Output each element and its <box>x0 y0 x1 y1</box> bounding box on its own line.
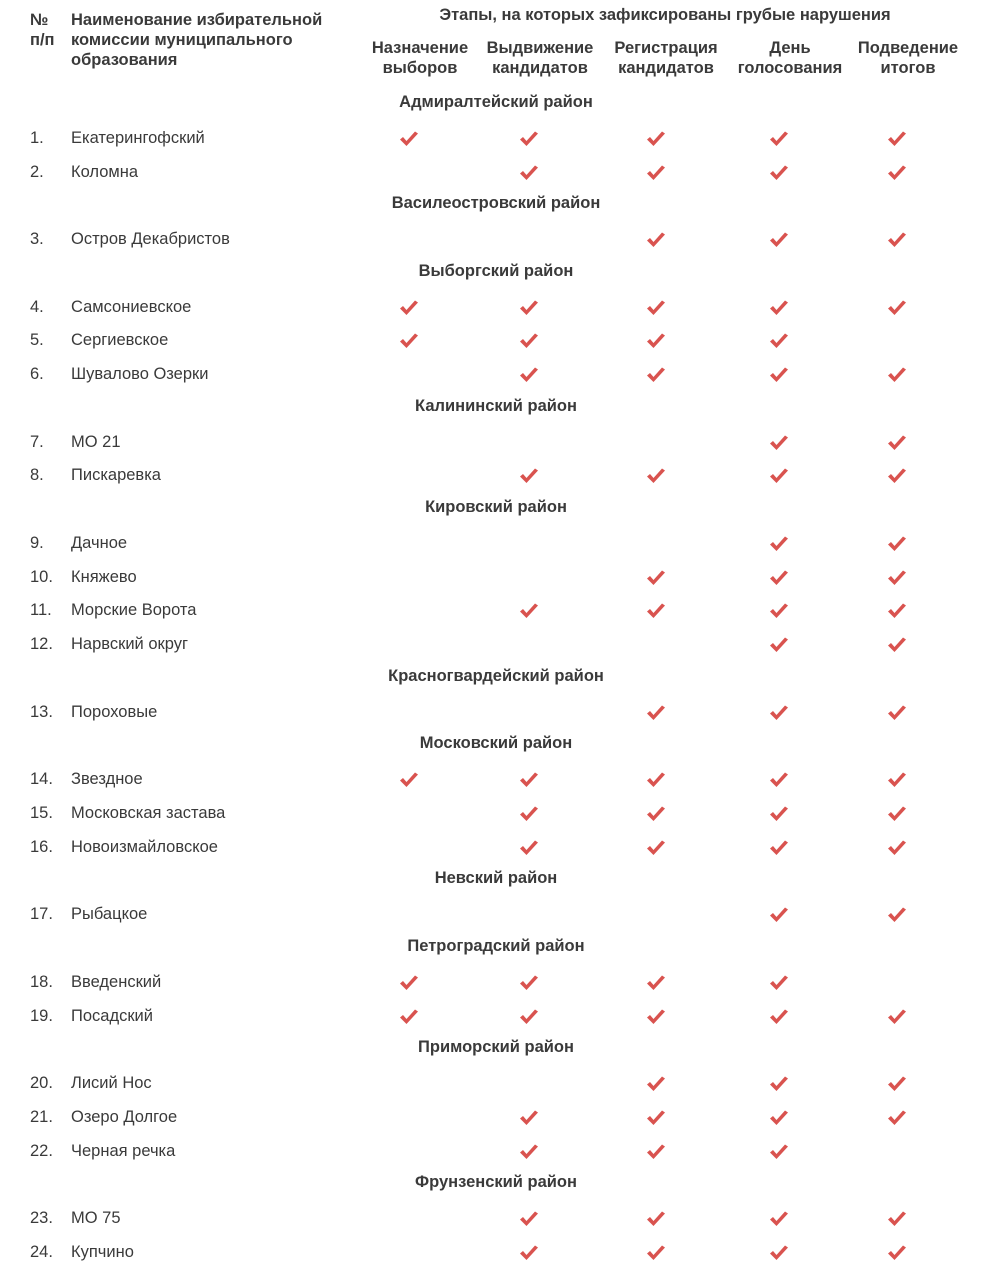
commission-name: Лисий Нос <box>71 1074 152 1092</box>
row-number: 22. <box>30 1142 53 1160</box>
row-number: 3. <box>30 230 44 248</box>
row-number: 21. <box>30 1108 53 1126</box>
checkmark-icon <box>886 839 908 857</box>
row-number: 23. <box>30 1209 53 1227</box>
checkmark-icon <box>886 1109 908 1127</box>
checkmark-icon <box>645 467 667 485</box>
checkmark-icon <box>768 130 790 148</box>
table-row <box>0 1207 986 1241</box>
checkmark-icon <box>645 704 667 722</box>
checkmark-icon <box>886 1244 908 1262</box>
checkmark-icon <box>398 332 420 350</box>
row-number: 2. <box>30 163 44 181</box>
checkmark-icon <box>645 771 667 789</box>
checkmark-icon <box>398 974 420 992</box>
row-number: 8. <box>30 466 44 484</box>
column-header-registration: Регистрация кандидатов <box>614 39 718 77</box>
checkmark-icon <box>645 130 667 148</box>
commission-name: МО 75 <box>71 1209 121 1227</box>
checkmark-icon <box>645 299 667 317</box>
table-row <box>0 363 986 397</box>
row-number: 18. <box>30 973 53 991</box>
district-heading: Кировский район <box>425 498 567 516</box>
table-row <box>0 296 986 330</box>
commission-name: Морские Ворота <box>71 601 197 619</box>
column-header-results: Подведение итогов <box>857 39 959 77</box>
header-commission-name: Наименование избирательной комиссии муниципального образования <box>71 11 323 69</box>
table-row <box>0 329 986 363</box>
row-number: 24. <box>30 1243 53 1261</box>
checkmark-icon <box>886 906 908 924</box>
district-heading: Калининский район <box>415 397 577 415</box>
checkmark-icon <box>768 805 790 823</box>
district-heading: Фрунзенский район <box>415 1173 577 1191</box>
checkmark-icon <box>645 231 667 249</box>
row-number: 4. <box>30 298 44 316</box>
table-row <box>0 701 986 735</box>
checkmark-icon <box>768 231 790 249</box>
checkmark-icon <box>645 839 667 857</box>
district-heading: Адмиралтейский район <box>399 93 593 111</box>
checkmark-icon <box>768 771 790 789</box>
checkmark-icon <box>886 636 908 654</box>
commission-name: Озеро Долгое <box>71 1108 178 1126</box>
row-number: 13. <box>30 703 53 721</box>
row-number: 7. <box>30 433 44 451</box>
table-row <box>0 464 986 498</box>
row-number: 9. <box>30 534 44 552</box>
commission-name: Княжево <box>71 568 137 586</box>
checkmark-icon <box>518 366 540 384</box>
checkmark-icon <box>768 535 790 553</box>
checkmark-icon <box>518 602 540 620</box>
checkmark-icon <box>768 1210 790 1228</box>
commission-name: Звездное <box>71 770 143 788</box>
commission-name: Екатерингофский <box>71 129 205 147</box>
checkmark-icon <box>768 299 790 317</box>
checkmark-icon <box>518 299 540 317</box>
checkmark-icon <box>645 1075 667 1093</box>
commission-name: Купчино <box>71 1243 134 1261</box>
row-number: 10. <box>30 568 53 586</box>
checkmark-icon <box>398 771 420 789</box>
checkmark-icon <box>645 332 667 350</box>
checkmark-icon <box>518 1008 540 1026</box>
checkmark-icon <box>518 839 540 857</box>
checkmark-icon <box>398 130 420 148</box>
checkmark-icon <box>768 1109 790 1127</box>
table-row <box>0 1140 986 1174</box>
checkmark-icon <box>768 1143 790 1161</box>
checkmark-icon <box>886 569 908 587</box>
checkmark-icon <box>768 332 790 350</box>
checkmark-icon <box>518 1109 540 1127</box>
checkmark-icon <box>645 1244 667 1262</box>
checkmark-icon <box>518 332 540 350</box>
header-stages-title: Этапы, на которых зафиксированы грубые нарушения <box>439 6 891 24</box>
table-row <box>0 768 986 802</box>
table-row <box>0 599 986 633</box>
commission-name: Нарвский округ <box>71 635 188 653</box>
commission-name: Московская застава <box>71 804 226 822</box>
checkmark-icon <box>398 299 420 317</box>
checkmark-icon <box>645 1210 667 1228</box>
row-number: 12. <box>30 635 53 653</box>
district-heading: Невский район <box>434 869 558 887</box>
checkmark-icon <box>518 467 540 485</box>
checkmark-icon <box>768 1008 790 1026</box>
checkmark-icon <box>886 231 908 249</box>
checkmark-icon <box>886 1075 908 1093</box>
column-header-appointment: Назначение выборов <box>371 39 469 77</box>
district-heading: Московский район <box>419 734 573 752</box>
checkmark-icon <box>768 366 790 384</box>
checkmark-icon <box>886 366 908 384</box>
checkmark-icon <box>645 569 667 587</box>
checkmark-icon <box>518 130 540 148</box>
row-number: 15. <box>30 804 53 822</box>
checkmark-icon <box>886 535 908 553</box>
commission-name: Дачное <box>71 534 128 552</box>
checkmark-icon <box>886 771 908 789</box>
checkmark-icon <box>886 1210 908 1228</box>
header-number: № п/п <box>30 11 55 49</box>
commission-name: Коломна <box>71 163 139 181</box>
table-row <box>0 532 986 566</box>
table-row <box>0 802 986 836</box>
checkmark-icon <box>768 839 790 857</box>
row-number: 5. <box>30 331 44 349</box>
table-row <box>0 431 986 465</box>
checkmark-icon <box>886 704 908 722</box>
column-header-nomination: Выдвижение кандидатов <box>486 39 594 77</box>
checkmark-icon <box>768 704 790 722</box>
district-heading: Приморский район <box>418 1038 574 1056</box>
checkmark-icon <box>518 805 540 823</box>
table-row <box>0 903 986 937</box>
district-heading: Красногвардейский район <box>388 667 604 685</box>
checkmark-icon <box>768 906 790 924</box>
checkmark-icon <box>768 569 790 587</box>
commission-name: МО 21 <box>71 433 121 451</box>
checkmark-icon <box>398 1008 420 1026</box>
checkmark-icon <box>886 467 908 485</box>
table-row <box>0 836 986 870</box>
checkmark-icon <box>768 974 790 992</box>
table-row <box>0 566 986 600</box>
district-heading: Петроградский район <box>407 937 585 955</box>
commission-name: Новоизмайловское <box>71 838 218 856</box>
row-number: 6. <box>30 365 44 383</box>
row-number: 1. <box>30 129 44 147</box>
district-heading: Выборгский район <box>418 262 574 280</box>
row-number: 14. <box>30 770 53 788</box>
commission-name: Пискаревка <box>71 466 161 484</box>
checkmark-icon <box>518 1244 540 1262</box>
checkmark-icon <box>645 366 667 384</box>
checkmark-icon <box>645 1008 667 1026</box>
checkmark-icon <box>645 1109 667 1127</box>
row-number: 20. <box>30 1074 53 1092</box>
checkmark-icon <box>768 164 790 182</box>
checkmark-icon <box>645 602 667 620</box>
commission-name: Пороховые <box>71 703 158 721</box>
checkmark-icon <box>886 164 908 182</box>
district-heading: Василеостровский район <box>391 194 601 212</box>
table-row <box>0 1106 986 1140</box>
checkmark-icon <box>768 434 790 452</box>
table-row <box>0 1072 986 1106</box>
checkmark-icon <box>645 1143 667 1161</box>
row-number: 16. <box>30 838 53 856</box>
commission-name: Посадский <box>71 1007 153 1025</box>
checkmark-icon <box>518 1210 540 1228</box>
commission-name: Введенский <box>71 973 162 991</box>
table-row <box>0 1241 986 1275</box>
table-row <box>0 971 986 1005</box>
row-number: 17. <box>30 905 53 923</box>
row-number: 19. <box>30 1007 53 1025</box>
commission-name: Самсониевское <box>71 298 192 316</box>
checkmark-icon <box>886 130 908 148</box>
checkmark-icon <box>518 974 540 992</box>
checkmark-icon <box>518 771 540 789</box>
commission-name: Шувалово Озерки <box>71 365 209 383</box>
checkmark-icon <box>768 467 790 485</box>
commission-name: Сергиевское <box>71 331 169 349</box>
checkmark-icon <box>768 1244 790 1262</box>
row-number: 11. <box>30 601 52 619</box>
commission-name: Остров Декабристов <box>71 230 230 248</box>
checkmark-icon <box>645 805 667 823</box>
checkmark-icon <box>645 974 667 992</box>
table-row <box>0 228 986 262</box>
checkmark-icon <box>768 1075 790 1093</box>
checkmark-icon <box>886 805 908 823</box>
checkmark-icon <box>768 636 790 654</box>
checkmark-icon <box>886 602 908 620</box>
checkmark-icon <box>518 1143 540 1161</box>
checkmark-icon <box>886 299 908 317</box>
checkmark-icon <box>886 1008 908 1026</box>
commission-name: Черная речка <box>71 1142 176 1160</box>
table-row <box>0 127 986 161</box>
column-header-voting-day: День голосования <box>737 39 843 77</box>
checkmark-icon <box>886 434 908 452</box>
checkmark-icon <box>768 602 790 620</box>
checkmark-icon <box>518 164 540 182</box>
commission-name: Рыбацкое <box>71 905 148 923</box>
table-row <box>0 633 986 667</box>
checkmark-icon <box>645 164 667 182</box>
table-row <box>0 1005 986 1039</box>
table-row <box>0 161 986 195</box>
